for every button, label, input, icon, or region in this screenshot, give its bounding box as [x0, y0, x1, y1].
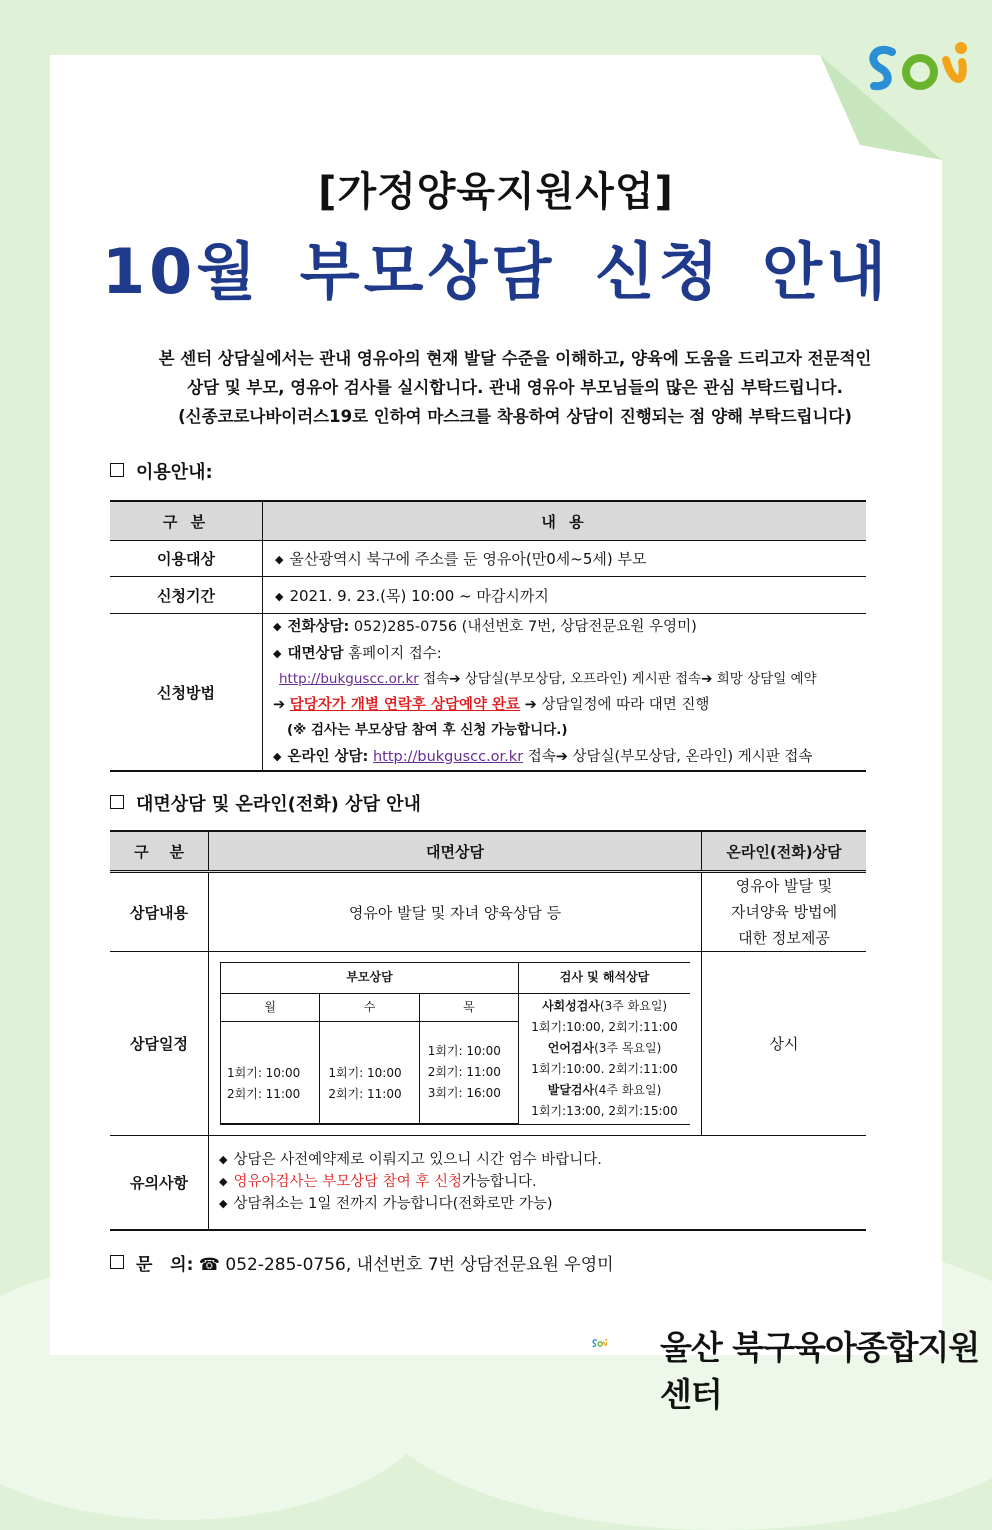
diamond-bullet-icon: ◆: [273, 749, 282, 763]
square-bullet-icon: [110, 1255, 124, 1269]
footer-logo-icon: [592, 1312, 662, 1376]
row-label-period: 신청기간: [110, 577, 263, 614]
row-label-target: 이용대상: [110, 541, 263, 577]
counseling-table: [110, 830, 866, 1231]
monday-slots: 1회기: 10:00 2회기: 11:00: [221, 1021, 320, 1124]
confirm-text: 담당자가 개별 연락후 상담예약 완료: [289, 696, 521, 713]
day-wednesday: 수: [320, 993, 419, 1021]
day-thursday: 목: [419, 993, 518, 1021]
test-note: (※ 검사는 부모상담 참여 후 신청 가능합니다.): [287, 722, 568, 738]
content-offline: 영유아 발달 및 자녀 양육상담 등: [209, 872, 702, 952]
notes-content: ◆ 상담은 사전예약제로 이뤄지고 있으니 시간 엄수 바랍니다. ◆ 영유아검사는 부모상담 참여 후 신청가능합니다. ◆ 상담취소는 1일 전까지 가능합니다(전화로만 가능): [209, 1136, 867, 1230]
col-offline: 대면상담: [209, 831, 702, 872]
arrow-icon: ➔: [524, 696, 537, 713]
row-label-schedule: 상담일정: [110, 952, 209, 1136]
diamond-bullet-icon: ◆: [219, 1197, 228, 1211]
intro-line-2: 상담 및 부모, 영유아 검사를 실시합니다. 관내 영유아 부모님들의 많은 관심 부탁드립니다.: [187, 378, 843, 397]
row-label-content: 상담내용: [110, 872, 209, 952]
test-schedule-cell: 사회성검사(3주 화요일) 1회기:10:00, 2회기:11:00 언어검사(3주 목요일) 1회기:10:00. 2회기:11:00 발달검사(4주 화요일) 1회기:13:00, 2회기:15:00: [519, 993, 690, 1124]
center-logo-icon: [862, 38, 974, 100]
square-bullet-icon: [110, 463, 124, 477]
intro-text: [100, 344, 930, 431]
title-bracket: [가정양육지원사업]: [318, 169, 674, 215]
row-label-method: 신청방법: [110, 614, 263, 772]
diamond-bullet-icon: ◆: [273, 620, 282, 633]
schedule-inner-table: [220, 962, 690, 1126]
col-category: 구 분: [110, 831, 209, 872]
diamond-bullet-icon: ◆: [219, 1153, 228, 1167]
diamond-bullet-icon: ◆: [275, 589, 284, 603]
parent-counsel-header: 부모상담: [221, 962, 519, 993]
col-online: 온라인(전화)상담: [702, 831, 867, 872]
phone-icon: ☎: [198, 1255, 220, 1275]
diamond-bullet-icon: ◆: [273, 646, 282, 660]
arrow-icon: ➔: [273, 696, 286, 713]
day-monday: 월: [221, 993, 320, 1021]
page-title: 10월 부모상담 신청 안내: [101, 235, 891, 308]
thursday-slots: 1회기: 10:00 2회기: 11:00 3회기: 16:00: [419, 1021, 518, 1124]
usage-table: [110, 500, 866, 772]
test-counsel-header: 검사 및 해석상담: [519, 962, 690, 993]
intro-line-1: 본 센터 상담실에서는 관내 영유아의 현재 발달 수준을 이해하고, 양육에 도움을 드리고자 전문적인: [158, 349, 872, 368]
inquiry-line: [110, 1250, 614, 1275]
col-category: 구 분: [110, 501, 263, 541]
homepage-link[interactable]: http://bukguscc.or.kr: [279, 671, 419, 687]
schedule-offline: [209, 952, 702, 1136]
wednesday-slots: 1회기: 10:00 2회기: 11:00: [320, 1021, 419, 1124]
square-bullet-icon: [110, 795, 124, 809]
row-value-method: ◆ 전화상담: 052)285-0756 (내선번호 7번, 상담전문요원 우영미) ◆ 대면상담 홈페이지 접수: http://bukguscc.or.kr 접속➔ 상담실(부모상담, 오프라인) 게시판 접속➔ 희망 상담일 예약 ➔ 담당자가 개별 연락후 상담예약 완료 ➔ 상담일정에 따라 대면 진행 (※ 검사는 부모상담 참여 후 신청 가능합니다.) ◆ 온라인 상담: http://bukguscc.or.kr 접속➔ 상담실(부모상담, 온라인) 게시판 접속: [263, 614, 867, 772]
intro-line-3: (신종코로나바이러스19로 인하여 마스크를 착용하여 상담이 진행되는 점 양해 부탁드립니다): [178, 407, 852, 426]
row-value-target: ◆ 울산광역시 북구에 주소를 둔 영유아(만0세~5세) 부모: [263, 541, 867, 577]
section-heading-counseling: 대면상담 및 온라인(전화) 상담 안내: [110, 790, 421, 816]
content-online: 영유아 발달 및 자녀양육 방법에 대한 정보제공: [702, 872, 867, 952]
inquiry-text: 052-285-0756, 내선번호 7번 상담전문요원 우영미: [225, 1255, 614, 1275]
diamond-bullet-icon: ◆: [219, 1175, 228, 1189]
col-content: 내 용: [263, 501, 867, 541]
online-link[interactable]: http://bukguscc.or.kr: [372, 748, 524, 765]
inquiry-label: 문 의:: [136, 1255, 194, 1275]
org-name: 울산 북구육아종합지원센터: [660, 1328, 980, 1414]
row-label-notes: 유의사항: [110, 1136, 209, 1230]
section-heading-usage: 이용안내:: [110, 458, 213, 484]
schedule-online: 상시: [702, 952, 867, 1136]
row-value-period: ◆ 2021. 9. 23.(목) 10:00 ~ 마감시까지: [263, 577, 867, 614]
diamond-bullet-icon: ◆: [275, 553, 284, 566]
